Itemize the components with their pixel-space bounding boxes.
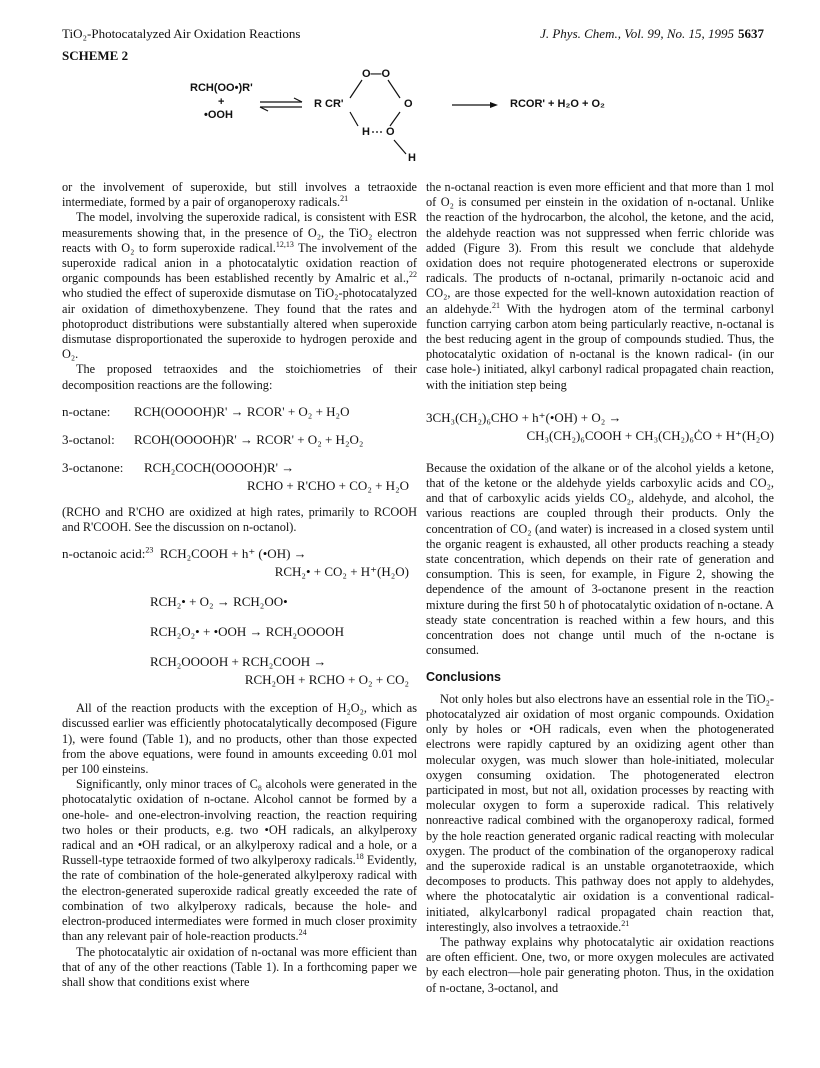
paragraph: (RCHO and R'CHO are oxidized at high rates, primarily to RCOOH and R'COOH. See the discussion on n-octanol).	[62, 504, 417, 535]
ring-bond	[350, 80, 362, 98]
ring-bond	[350, 112, 358, 126]
ring-bond	[390, 112, 400, 126]
paragraph: The model, involving the superoxide radical, is consistent with ESR measurements showing that, in the presence of O₂, the TiO₂ electron reacts with O₂ to form superoxide radical.$^{12,13}$ The involvement of the superoxide radical anion in a photocatalytic oxidation reaction of organic compounds has been established recently by Amalric et al.,$^{22}$ who studied the effect of superoxide dismutase on TiO₂-photocatalyzed air oxidation of dimethoxybenzene. They found that the rates and photoproduct distributions were substantially altered when superoxide dismutase disproportionated the superoxide to hydrogen peroxide and O₂.	[62, 210, 417, 362]
scheme-reactant-hydroperoxy: •OOH	[204, 109, 233, 121]
scheme-reactant-plus: +	[218, 96, 225, 108]
equation-3-octanone	[62, 459, 417, 495]
equation-body: RCH₂COCH(OOOOH)R' →	[144, 459, 295, 475]
journal-header	[540, 26, 764, 42]
equation-3-octanol	[62, 431, 417, 449]
equation-continuation: RCH₂• + CO₂ + H⁺(H₂O)	[274, 564, 409, 580]
paragraph: The proposed tetraoxides and the stoichiometries of their decomposition reactions are the following:	[62, 362, 417, 392]
equation-label: n-octane:	[62, 403, 111, 419]
paragraph: or the involvement of superoxide, but still involves a tetraoxide intermediate, formed by a pair of organoperoxy radicals.$^{21}$	[62, 180, 417, 210]
equation-n-octanoic-acid: n-octanoic acid:$^{23}$ RCH₂COOH + h⁺ (•OH) → RCH₂• + CO₂ + H⁺(H₂O)	[62, 545, 417, 581]
right-column	[426, 180, 774, 996]
equation-octanal-initiation	[426, 409, 774, 445]
equation-n-octane	[62, 403, 417, 421]
paragraph: All of the reaction products with the exception of H₂O₂, which as discussed earlier was efficiently photocatalytically decomposed (Figure 1), were found (Table 1), and no products, other than those expected from the above equations, were found in amounts exceeding 0.01 mol per 100 einsteins.	[62, 701, 417, 777]
section-heading: Conclusions	[426, 670, 502, 685]
ring-hydrogen: H	[362, 126, 370, 138]
ring-oxygen-bottom: O	[386, 126, 395, 138]
paragraph: The photocatalytic air oxidation of n-octanal was more efficient than that of any of the other reactions (Table 1). In a forthcoming paper we shall show that conditions exist where	[62, 944, 417, 989]
equation-step: RCH₂OOOOH + RCH₂COOH → RCH₂OH + RCHO + O₂ + CO₂	[62, 653, 417, 689]
scheme-label: SCHEME 2	[62, 48, 129, 63]
scheme-2-diagram	[190, 60, 650, 170]
equation-body: RCH₂COOH + h⁺ (•OH) →	[159, 546, 307, 562]
page-number: 5637	[738, 26, 764, 41]
equation-continuation: RCH₂OH + RCHO + O₂ + CO₂	[244, 672, 409, 688]
equation-continuation: RCHO + R'CHO + CO₂ + H₂O	[247, 477, 409, 493]
journal-citation: J. Phys. Chem., Vol. 99, No. 15, 1995	[540, 26, 734, 41]
equation-label: 3-octanol:	[62, 431, 115, 447]
equation-step: RCH₂O₂• + •OOH → RCH₂OOOOH	[150, 624, 344, 640]
left-column	[62, 180, 417, 990]
paragraph: Significantly, only minor traces of C₈ alcohols were generated in the photocatalytic oxidation of n-octane. Alcohol cannot be formed by a one-hole- and one-electron-involving reaction, the reaction requiring two holes or their products, e.g. two •OH radicals, an alkylperoxy radical and an •OH radical, or an alkylperoxy radical and a hole, or a Russell-type tetraoxide formed of two alkylperoxy radicals.$^{18}$ Evidently, the rate of combination of the hole-generated alkylperoxy radical with the electron-generated superoxide radical greatly exceeded the rate of combination of two alkylperoxy radicals, because the hole- and electron-produced intermediates were formed in much closer proximity than any relevant pair of hole-reaction products.$^{24}$	[62, 777, 417, 944]
equation-step: RCH₂• + O₂ → RCH₂OO•	[150, 594, 288, 610]
scheme-graphic	[190, 60, 650, 170]
equation-body: 3CH₃(CH₂)₆CHO + h⁺(•OH) + O₂ →	[426, 409, 622, 425]
equation-label: n-octanoic acid:	[62, 546, 146, 562]
equation-body: RCOH(OOOOH)R' → RCOR' + O₂ + H₂O₂	[134, 431, 364, 447]
paragraph: Not only holes but also electrons have an essential role in the TiO₂-photocatalyzed air oxidation of most organic compounds. Oxidation only by holes or •OH radicals, even when the photogenerated electrons were rapidly captured by an oxidizing agent other than molecular oxygen, was much slower than hole-initiated, molecular oxygen consuming oxidation. The photogenerated electron participated in most, but not all, oxidation processes by reacting with molecular oxygen to form a superoxide radical. This relatively nonreactive radical combined with the organoperoxy radical, formed by the hole reaction generated organic radical reacting with molecular oxygen. The product of the combination of the organoperoxy radical and the superoxide radical is an unstable organotetraoxide, which decomposes to products. This pathway does not apply to aldehydes, where the photocatalytic air oxidation is a conventional radical-initiated, alkylcarbonyl radical propagated chain reaction that, interestingly, also involves a tetraoxide.$^{21}$	[426, 691, 774, 934]
scheme-products: RCOR' + H₂O + O₂	[510, 98, 605, 110]
ring-oxygen-right: O	[404, 98, 413, 110]
ring-hydrogen-tail: H	[408, 152, 416, 164]
ring-carbon: R CR'	[314, 98, 344, 110]
paragraph: the n-octanal reaction is even more efficient and that more than 1 mol of O₂ is consumed per einstein in the oxidation of n-octanal. Unlike the reaction of the hydrocarbon, the alcohol, the ketone, and the acid, the aldehyde reaction was not suppressed when ferric chloride was added (Figure 3). From this result we conclude that aldehyde oxidation does not require photogenerated electrons or superoxide radicals. The products of n-octanal, primarily n-octanoic acid and CO₂, are those expected for the well-known autoxidation reaction of an aldehyde.$^{21}$ With the hydrogen atom of the terminal carbonyl function carrying carbon atom being particularly reactive, n-octanal is the best reducing agent in the group of compounds studied. Thus, the photocatalytic oxidation of n-octanal is the known radical- (in our case hole-) initiated, alkyl carbonyl radical propagated chain reaction, with the initiation step being	[426, 180, 774, 392]
equation-label: 3-octanone:	[62, 459, 124, 475]
running-title: TiO₂-Photocatalyzed Air Oxidation Reactions	[62, 26, 301, 41]
paragraph: Because the oxidation of the alkane or of the alcohol yields a ketone, that of the ketone or the aldehyde yields carboxylic acids and CO₂, and that of carboxylic acids yields CO₂, aldehyde, and alcohol, the various reactions are coupled through their products. Only the concentration of CO₂ (and water) is increased in a closed system until the organic reagent is exhausted, all other products reaching a steady state concentration, which depends on their rate of generation and consumption. This is seen, for example, in Figure 2, showing the dependence of the amount of 3-octanone present in the reaction mixture during the first 50 h of photocatalytic oxidation of n-octane. A steady state concentration is reached within a few hours, and this concentration does not change until much of the n-octane is consumed.	[426, 460, 774, 658]
equation-body: RCH(OOOOH)R' → RCOR' + O₂ + H₂O	[134, 403, 350, 419]
ring-oxygen-top: O—O	[362, 68, 391, 80]
equation-continuation: CH₃(CH₂)₆COOH + CH₃(CH₂)₆ĊO + H⁺(H₂O)	[526, 427, 774, 443]
scheme-reactant-peroxy: RCH(OO•)R'	[190, 82, 253, 94]
reaction-arrow-head	[490, 102, 498, 108]
paragraph: The pathway explains why photocatalytic air oxidation reactions are often efficient. One, two, or more oxygen molecules are activated by each electron—hole pair generating photon. Thus, in the oxidation of n-octane, 3-octanol, and	[426, 934, 774, 995]
ring-bond	[394, 140, 406, 154]
ring-bond	[388, 80, 400, 98]
